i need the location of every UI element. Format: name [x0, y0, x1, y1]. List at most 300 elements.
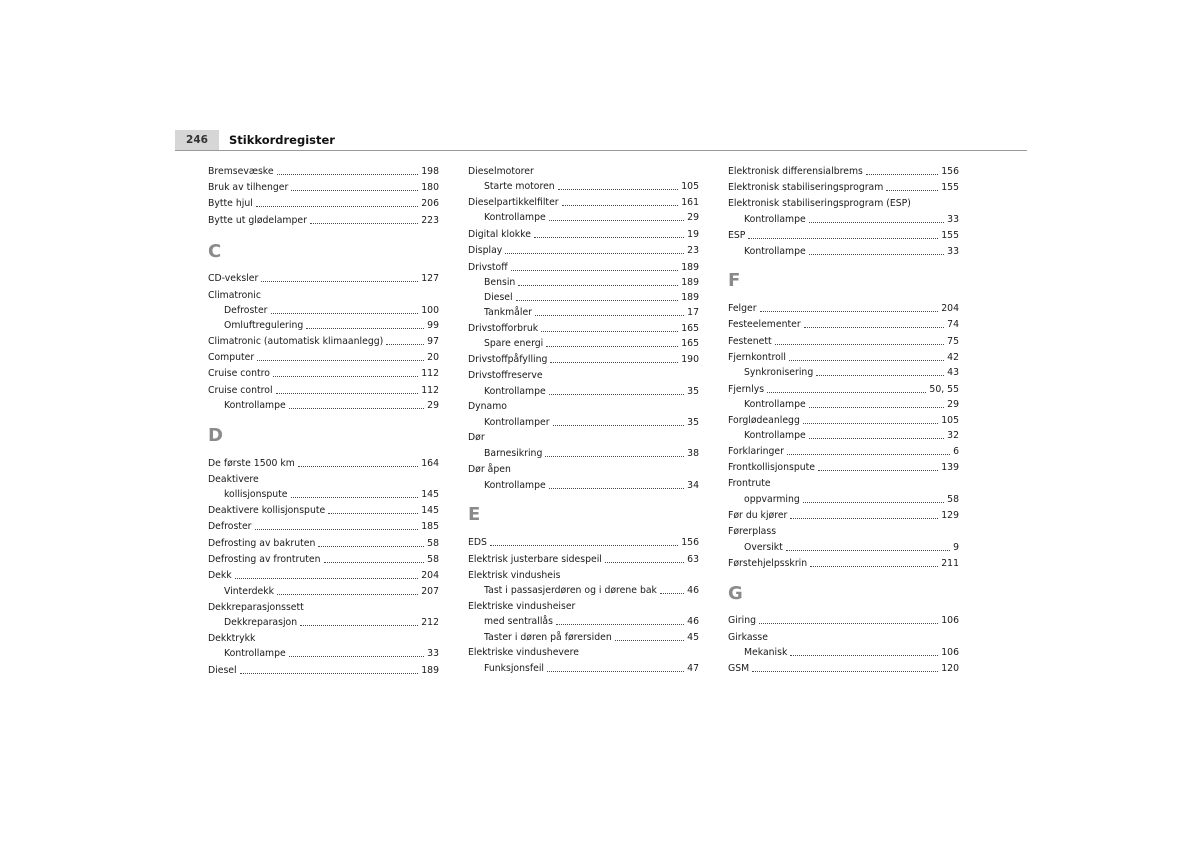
- dot-leader: [511, 270, 679, 271]
- entry-term: Synkronisering: [744, 367, 814, 378]
- entry-term: Festenett: [728, 336, 772, 347]
- entry-term: Giring: [728, 615, 756, 626]
- dot-leader: [318, 546, 424, 547]
- dot-leader: [549, 488, 684, 489]
- index-entry: [208, 551, 439, 566]
- entry-page-number: 29: [947, 399, 959, 410]
- entry-page-number: 120: [941, 663, 959, 674]
- index-entry: [468, 398, 699, 413]
- entry-page-number: 223: [421, 215, 439, 226]
- dot-leader: [277, 594, 418, 595]
- index-subentry: [484, 414, 699, 429]
- entry-term: Felger: [728, 303, 757, 314]
- entry-term: Dør: [468, 432, 485, 443]
- entry-term: Elektronisk stabiliseringsprogram: [728, 182, 884, 193]
- entry-term: Frontkollisjonspute: [728, 462, 816, 473]
- dot-leader: [615, 640, 684, 641]
- entry-term: Forklaringer: [728, 446, 784, 457]
- dot-leader: [256, 206, 418, 207]
- index-column-2: [468, 0, 699, 848]
- entry-term: Kontrollampe: [744, 430, 806, 441]
- entry-term: Kontrollampe: [484, 212, 546, 223]
- dot-leader: [518, 285, 678, 286]
- dot-leader: [240, 673, 419, 674]
- index-subentry: [484, 629, 699, 644]
- entry-page-number: 42: [947, 352, 959, 363]
- entry-page-number: 33: [947, 246, 959, 257]
- index-entry: [208, 567, 439, 582]
- index-entry: [468, 259, 699, 274]
- entry-term: Dieselpartikkelfilter: [468, 197, 559, 208]
- entry-page-number: 33: [947, 214, 959, 225]
- entry-page-number: 156: [941, 166, 959, 177]
- index-entry: [208, 179, 439, 194]
- dot-leader: [310, 223, 418, 224]
- entry-term: Dekk: [208, 570, 232, 581]
- entry-page-number: 47: [687, 663, 699, 674]
- entry-page-number: 9: [953, 542, 959, 553]
- index-entry: [468, 242, 699, 257]
- dot-leader: [505, 253, 684, 254]
- index-entry: [728, 555, 959, 570]
- entry-term: Elektriske vindushevere: [468, 647, 579, 658]
- entry-term: Kontrollampe: [744, 246, 806, 257]
- entry-page-number: 58: [947, 494, 959, 505]
- index-entry: [728, 316, 959, 331]
- dot-leader: [298, 466, 418, 467]
- dot-leader: [550, 362, 678, 363]
- index-entry: [208, 662, 439, 677]
- entry-term: Elektriske vindusheiser: [468, 601, 576, 612]
- entry-term: Oversikt: [744, 542, 783, 553]
- index-entry: [208, 471, 439, 486]
- entry-page-number: 207: [421, 586, 439, 597]
- entry-page-number: 34: [687, 480, 699, 491]
- entry-term: Deaktivere kollisjonspute: [208, 505, 326, 516]
- entry-term: Kontrollampe: [484, 480, 546, 491]
- dot-leader: [291, 497, 419, 498]
- entry-page-number: 185: [421, 521, 439, 532]
- entry-term: Elektronisk differensialbrems: [728, 166, 863, 177]
- entry-page-number: 75: [947, 336, 959, 347]
- dot-leader: [775, 344, 944, 345]
- dot-leader: [547, 671, 684, 672]
- entry-page-number: 33: [427, 648, 439, 659]
- entry-term: GSM: [728, 663, 750, 674]
- dot-leader: [324, 562, 425, 563]
- index-subentry: [744, 491, 959, 506]
- entry-page-number: 165: [681, 323, 699, 334]
- dot-leader: [546, 346, 678, 347]
- index-subentry: [224, 317, 439, 332]
- dot-leader: [810, 566, 938, 567]
- dot-leader: [886, 190, 938, 191]
- entry-page-number: 189: [681, 292, 699, 303]
- index-entry: [468, 598, 699, 613]
- entry-term: Defrosting av bakruten: [208, 538, 316, 549]
- index-entry: [728, 660, 959, 675]
- entry-term: Drivstoffreserve: [468, 370, 543, 381]
- index-entry: [208, 349, 439, 364]
- index-entry: [208, 163, 439, 178]
- index-column-1: [208, 0, 439, 848]
- dot-leader: [752, 671, 938, 672]
- entry-page-number: 99: [427, 320, 439, 331]
- entry-term: Bremsevæske: [208, 166, 274, 177]
- entry-term: Spare energi: [484, 338, 544, 349]
- entry-page-number: 155: [941, 182, 959, 193]
- dot-leader: [276, 393, 419, 394]
- dot-leader: [786, 550, 950, 551]
- index-subentry: [484, 445, 699, 460]
- index-entry: [208, 333, 439, 348]
- index-entry: [468, 461, 699, 476]
- entry-page-number: 23: [687, 245, 699, 256]
- dot-leader: [300, 625, 418, 626]
- entry-term: Defrosting av frontruten: [208, 554, 321, 565]
- index-entry: [468, 320, 699, 335]
- entry-page-number: 100: [421, 305, 439, 316]
- dot-leader: [289, 408, 424, 409]
- index-entry: [728, 179, 959, 194]
- dot-leader: [803, 423, 938, 424]
- index-subentry: [224, 645, 439, 660]
- entry-term: Elektronisk stabiliseringsprogram (ESP): [728, 198, 911, 209]
- entry-term: Drivstofforbruk: [468, 323, 539, 334]
- dot-leader: [804, 327, 945, 328]
- entry-term: Dekktrykk: [208, 633, 256, 644]
- entry-term: Festeelementer: [728, 319, 801, 330]
- entry-page-number: 74: [947, 319, 959, 330]
- entry-term: Mekanisk: [744, 647, 788, 658]
- dot-leader: [545, 456, 684, 457]
- entry-page-number: 106: [941, 647, 959, 658]
- entry-term: med sentrallås: [484, 616, 553, 627]
- section-letter: D: [208, 425, 223, 446]
- section-letter: F: [728, 270, 741, 291]
- entry-term: Starte motoren: [484, 181, 555, 192]
- entry-page-number: 50, 55: [929, 384, 959, 395]
- index-entry: [208, 502, 439, 517]
- entry-page-number: 206: [421, 198, 439, 209]
- entry-page-number: 139: [941, 462, 959, 473]
- entry-page-number: 46: [687, 585, 699, 596]
- dot-leader: [660, 593, 684, 594]
- dot-leader: [558, 189, 679, 190]
- index-subentry: [744, 364, 959, 379]
- entry-page-number: 189: [421, 665, 439, 676]
- entry-page-number: 32: [947, 430, 959, 441]
- entry-term: Førstehjelpsskrin: [728, 558, 808, 569]
- dot-leader: [490, 545, 678, 546]
- dot-leader: [535, 315, 684, 316]
- dot-leader: [541, 331, 678, 332]
- entry-term: Defroster: [208, 521, 252, 532]
- dot-leader: [553, 425, 685, 426]
- index-subentry: [744, 211, 959, 226]
- index-entry: [728, 523, 959, 538]
- dot-leader: [562, 205, 679, 206]
- entry-page-number: 161: [681, 197, 699, 208]
- entry-page-number: 19: [687, 229, 699, 240]
- section-letter: C: [208, 241, 222, 262]
- entry-term: Digital klokke: [468, 229, 531, 240]
- entry-term: Bytte ut glødelamper: [208, 215, 307, 226]
- entry-page-number: 6: [953, 446, 959, 457]
- entry-term: Kontrollampe: [744, 399, 806, 410]
- entry-term: Kontrollampe: [484, 386, 546, 397]
- entry-term: Defroster: [224, 305, 268, 316]
- entry-page-number: 46: [687, 616, 699, 627]
- dot-leader: [549, 394, 684, 395]
- entry-term: Deaktivere: [208, 474, 259, 485]
- index-entry: [728, 507, 959, 522]
- entry-page-number: 165: [681, 338, 699, 349]
- index-entry: [728, 227, 959, 242]
- dot-leader: [255, 529, 419, 530]
- index-subentry: [744, 243, 959, 258]
- index-column-3: [728, 0, 959, 848]
- entry-term: Climatronic (automatisk klimaanlegg): [208, 336, 384, 347]
- entry-page-number: 29: [687, 212, 699, 223]
- index-subentry: [744, 539, 959, 554]
- dot-leader: [748, 238, 938, 239]
- index-subentry: [744, 644, 959, 659]
- index-subentry: [224, 486, 439, 501]
- dot-leader: [790, 518, 938, 519]
- entry-page-number: 38: [687, 448, 699, 459]
- dot-leader: [549, 220, 684, 221]
- index-entry: [468, 226, 699, 241]
- dot-leader: [271, 313, 419, 314]
- entry-term: Elektrisk justerbare sidespeil: [468, 554, 602, 565]
- dot-leader: [760, 311, 939, 312]
- dot-leader: [328, 513, 418, 514]
- entry-term: Bensin: [484, 277, 516, 288]
- entry-page-number: 155: [941, 230, 959, 241]
- section-letter: G: [728, 583, 743, 604]
- index-entry: [728, 459, 959, 474]
- index-entry: [728, 349, 959, 364]
- entry-term: oppvarming: [744, 494, 800, 505]
- index-subentry: [484, 209, 699, 224]
- entry-page-number: 129: [941, 510, 959, 521]
- index-entry: [208, 195, 439, 210]
- entry-term: Dør åpen: [468, 464, 511, 475]
- entry-page-number: 45: [687, 632, 699, 643]
- entry-term: Taster i døren på førersiden: [484, 632, 612, 643]
- entry-term: Diesel: [484, 292, 513, 303]
- index-entry: [468, 551, 699, 566]
- entry-page-number: 145: [421, 505, 439, 516]
- index-entry: [208, 535, 439, 550]
- index-entry: [468, 534, 699, 549]
- index-entry: [208, 630, 439, 645]
- entry-page-number: 190: [681, 354, 699, 365]
- index-entry: [208, 270, 439, 285]
- entry-term: Fjernkontroll: [728, 352, 786, 363]
- entry-page-number: 198: [421, 166, 439, 177]
- entry-term: Omluftregulering: [224, 320, 304, 331]
- index-entry: [208, 382, 439, 397]
- entry-term: Drivstoff: [468, 262, 508, 273]
- index-entry: [208, 365, 439, 380]
- entry-page-number: 105: [941, 415, 959, 426]
- entry-term: Bytte hjul: [208, 198, 253, 209]
- dot-leader: [235, 578, 419, 579]
- entry-term: Tast i passasjerdøren og i dørene bak: [484, 585, 657, 596]
- index-entry: [728, 381, 959, 396]
- entry-term: Dieselmotorer: [468, 166, 534, 177]
- entry-page-number: 35: [687, 386, 699, 397]
- index-entry: [208, 287, 439, 302]
- entry-page-number: 156: [681, 537, 699, 548]
- dot-leader: [277, 174, 419, 175]
- index-entry: [468, 567, 699, 582]
- index-entry: [208, 518, 439, 533]
- entry-term: De første 1500 km: [208, 458, 295, 469]
- dot-leader: [809, 438, 944, 439]
- index-subentry: [744, 427, 959, 442]
- index-subentry: [484, 304, 699, 319]
- dot-leader: [261, 281, 418, 282]
- dot-leader: [787, 454, 950, 455]
- dot-leader: [818, 470, 938, 471]
- entry-page-number: 212: [421, 617, 439, 628]
- dot-leader: [516, 300, 679, 301]
- index-entry: [208, 599, 439, 614]
- index-subentry: [484, 274, 699, 289]
- entry-term: Kontrollampe: [224, 400, 286, 411]
- dot-leader: [605, 562, 684, 563]
- index-entry: [468, 429, 699, 444]
- index-subentry: [484, 660, 699, 675]
- entry-term: Computer: [208, 352, 255, 363]
- index-entry: [728, 612, 959, 627]
- entry-page-number: 211: [941, 558, 959, 569]
- entry-term: Tankmåler: [484, 307, 532, 318]
- entry-page-number: 204: [421, 570, 439, 581]
- entry-term: Førerplass: [728, 526, 777, 537]
- entry-term: Cruise control: [208, 385, 273, 396]
- index-entry: [208, 455, 439, 470]
- dot-leader: [306, 328, 424, 329]
- entry-term: Funksjonsfeil: [484, 663, 545, 674]
- entry-term: ESP: [728, 230, 746, 241]
- entry-term: Frontrute: [728, 478, 771, 489]
- entry-term: Display: [468, 245, 503, 256]
- entry-term: Dynamo: [468, 401, 507, 412]
- entry-page-number: 164: [421, 458, 439, 469]
- index-entry: [728, 195, 959, 210]
- index-entry: [728, 163, 959, 178]
- index-subentry: [484, 178, 699, 193]
- index-subentry: [224, 397, 439, 412]
- dot-leader: [759, 623, 938, 624]
- dot-leader: [809, 222, 944, 223]
- dot-leader: [291, 190, 418, 191]
- dot-leader: [556, 624, 684, 625]
- entry-page-number: 63: [687, 554, 699, 565]
- index-entry: [728, 412, 959, 427]
- entry-term: Climatronic: [208, 290, 261, 301]
- entry-term: EDS: [468, 537, 487, 548]
- entry-term: Elektrisk vindusheis: [468, 570, 561, 581]
- entry-term: Dekkreparasjon: [224, 617, 298, 628]
- index-entry: [468, 194, 699, 209]
- entry-page-number: 112: [421, 385, 439, 396]
- dot-leader: [257, 360, 424, 361]
- entry-term: Kontrollamper: [484, 417, 550, 428]
- index-entry: [468, 644, 699, 659]
- entry-term: kollisjonspute: [224, 489, 288, 500]
- index-entry: [728, 300, 959, 315]
- index-subentry: [224, 583, 439, 598]
- entry-page-number: 145: [421, 489, 439, 500]
- index-entry: [728, 475, 959, 490]
- entry-page-number: 43: [947, 367, 959, 378]
- index-entry: [468, 367, 699, 382]
- entry-page-number: 204: [941, 303, 959, 314]
- entry-term: Drivstoffpåfylling: [468, 354, 548, 365]
- entry-page-number: 189: [681, 262, 699, 273]
- entry-term: Vinterdekk: [224, 586, 275, 597]
- index-subentry: [484, 613, 699, 628]
- index-subentry: [224, 614, 439, 629]
- dot-leader: [767, 392, 926, 393]
- entry-page-number: 20: [427, 352, 439, 363]
- entry-term: Dekkreparasjonssett: [208, 602, 304, 613]
- dot-leader: [386, 344, 424, 345]
- entry-page-number: 97: [427, 336, 439, 347]
- dot-leader: [790, 655, 938, 656]
- dot-leader: [809, 407, 944, 408]
- dot-leader: [866, 174, 938, 175]
- index-entry: [728, 629, 959, 644]
- entry-term: Før du kjører: [728, 510, 788, 521]
- index-entry: [468, 351, 699, 366]
- entry-page-number: 106: [941, 615, 959, 626]
- index-entry: [728, 333, 959, 348]
- entry-term: Girkasse: [728, 632, 768, 643]
- dot-leader: [789, 360, 944, 361]
- page-number: 246: [175, 130, 219, 150]
- entry-page-number: 105: [681, 181, 699, 192]
- dot-leader: [803, 502, 944, 503]
- entry-page-number: 180: [421, 182, 439, 193]
- index-entry: [208, 212, 439, 227]
- index-subentry: [484, 582, 699, 597]
- entry-page-number: 29: [427, 400, 439, 411]
- entry-page-number: 189: [681, 277, 699, 288]
- index-subentry: [484, 335, 699, 350]
- entry-page-number: 35: [687, 417, 699, 428]
- page-title: Stikkordregister: [229, 133, 335, 147]
- entry-term: Cruise contro: [208, 368, 270, 379]
- entry-page-number: 127: [421, 273, 439, 284]
- entry-page-number: 17: [687, 307, 699, 318]
- entry-page-number: 112: [421, 368, 439, 379]
- dot-leader: [273, 376, 418, 377]
- section-letter: E: [468, 504, 481, 525]
- entry-term: Barnesikring: [484, 448, 543, 459]
- dot-leader: [809, 254, 944, 255]
- dot-leader: [534, 237, 684, 238]
- dot-leader: [816, 375, 944, 376]
- index-subentry: [484, 477, 699, 492]
- entry-term: Diesel: [208, 665, 237, 676]
- entry-term: Bruk av tilhenger: [208, 182, 289, 193]
